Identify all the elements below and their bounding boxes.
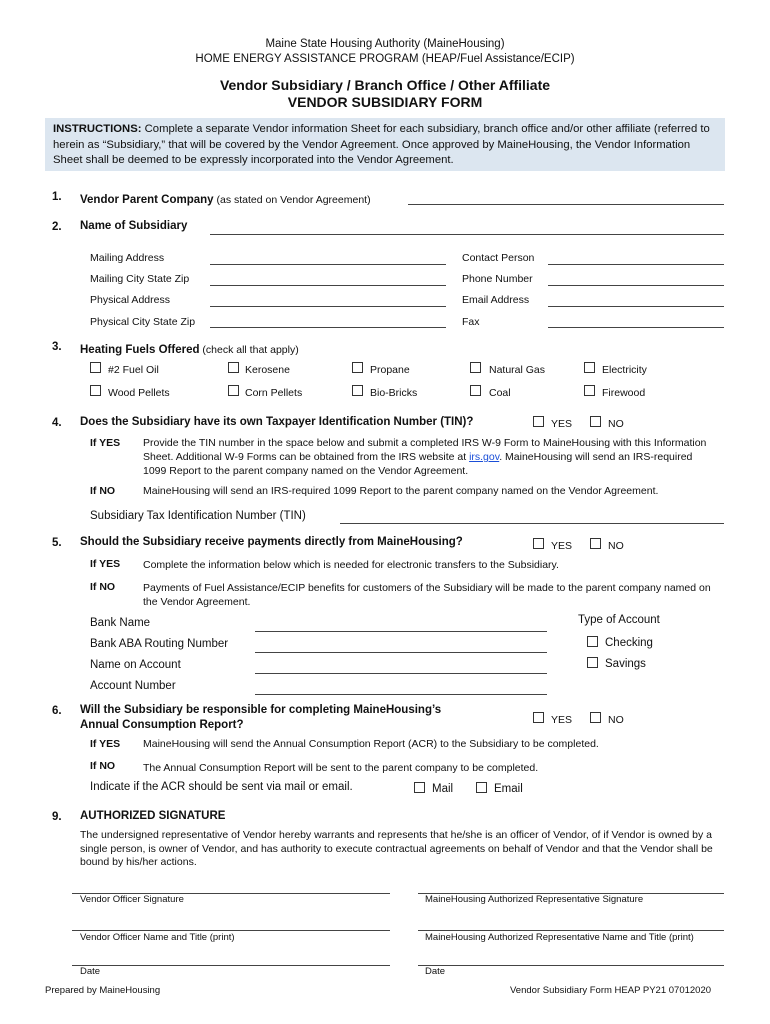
tin-field[interactable] <box>340 523 724 524</box>
firewood-label: Firewood <box>602 387 646 399</box>
mh-name-line[interactable] <box>418 930 724 931</box>
section-9-number: 9. <box>52 811 62 823</box>
section-1-heading <box>80 190 371 208</box>
footer-prepared-by: Prepared by MaineHousing <box>45 985 161 996</box>
mh-date-label: Date <box>425 966 446 977</box>
fax-label: Fax <box>462 316 480 328</box>
vendor-date-line[interactable] <box>72 965 390 966</box>
acr-mail-label: Mail <box>432 783 454 795</box>
mh-name-label: MaineHousing Authorized Representative Name and Title (print) <box>425 932 694 943</box>
firewood-checkbox[interactable] <box>584 385 595 396</box>
irs-link[interactable]: irs.gov <box>469 451 500 463</box>
payments-no-label: NO <box>608 540 624 552</box>
payments-if-no-label: If NO <box>90 581 116 593</box>
mailing-city-field[interactable] <box>210 285 446 286</box>
vendor-signature-label: Vendor Officer Signature <box>80 894 184 905</box>
acr-if-yes-text: MaineHousing will send the Annual Consumption Report (ACR) to the Subsidiary to be completed. <box>143 738 599 750</box>
instructions-label: INSTRUCTIONS: <box>53 123 142 135</box>
electricity-label: Electricity <box>602 364 647 376</box>
routing-field[interactable] <box>255 652 547 653</box>
kerosene-label: Kerosene <box>245 364 290 376</box>
section-5-number: 5. <box>52 537 62 549</box>
corn-pellets-checkbox[interactable] <box>228 385 239 396</box>
routing-label: Bank ABA Routing Number <box>90 638 229 650</box>
fuel-oil-label: #2 Fuel Oil <box>108 364 159 376</box>
mailing-address-label: Mailing Address <box>90 252 165 264</box>
tin-if-yes-text-1: Provide the TIN number in the space below and submit a completed IRS W-9 Form to MaineHousing with this Information Sheet. Additional W-9 Forms can be obtained from the IRS website at <box>143 437 707 463</box>
tin-if-no-label: If NO <box>90 485 116 497</box>
mh-date-line[interactable] <box>418 965 724 966</box>
acr-yes-label: YES <box>551 714 573 726</box>
wood-pellets-checkbox[interactable] <box>90 385 101 396</box>
email-label: Email Address <box>462 294 530 306</box>
vendor-name-line[interactable] <box>72 930 390 931</box>
tin-no-label: NO <box>608 418 624 430</box>
account-type-label: Type of Account <box>578 614 660 626</box>
acr-no-checkbox[interactable] <box>590 712 601 723</box>
natural-gas-label: Natural Gas <box>489 364 546 376</box>
bio-bricks-label: Bio-Bricks <box>370 387 418 399</box>
acr-question-line-1: Will the Subsidiary be responsible for completing MaineHousing’s <box>80 704 442 716</box>
contact-person-field[interactable] <box>548 264 724 265</box>
kerosene-checkbox[interactable] <box>228 362 239 373</box>
account-number-field[interactable] <box>255 694 547 695</box>
savings-checkbox[interactable] <box>587 657 598 668</box>
form-subtitle: VENDOR SUBSIDIARY FORM <box>287 94 483 110</box>
vendor-parent-label: Vendor Parent Company <box>80 194 214 206</box>
acr-no-label: NO <box>608 714 624 726</box>
physical-address-label: Physical Address <box>90 294 170 306</box>
corn-pellets-label: Corn Pellets <box>245 387 303 399</box>
payments-yes-label: YES <box>551 540 573 552</box>
bank-name-label: Bank Name <box>90 617 151 629</box>
physical-city-field[interactable] <box>210 327 446 328</box>
tin-yes-label: YES <box>551 418 573 430</box>
section-6-number: 6. <box>52 705 62 717</box>
acr-email-label: Email <box>494 783 523 795</box>
mh-signature-label: MaineHousing Authorized Representative Signature <box>425 894 644 905</box>
account-name-field[interactable] <box>255 673 547 674</box>
tin-if-no-text: MaineHousing will send an IRS-required 1099 Report to the parent company named on the Vendor Agreement. <box>143 485 659 497</box>
instructions-text: Complete a separate Vendor information Sheet for each subsidiary, branch office and/or other affiliate (referred to herein as “Subsidiary,” that will be covered by the Vendor Agreement. Once approved by MaineHousing, the Vendor Information Sheet shall be deemed to be expressly incorporated into the Vendor Agreement. <box>53 123 710 166</box>
payments-if-no-text: Payments of Fuel Assistance/ECIP benefits for customers of the Subsidiary will be made to the parent company named on the Vendor Agreement. <box>143 582 711 608</box>
tin-yes-checkbox[interactable] <box>533 416 544 427</box>
section-3-number: 3. <box>52 341 62 353</box>
acr-if-no-label: If NO <box>90 760 116 772</box>
subsidiary-name-field[interactable] <box>210 234 724 235</box>
contact-person-label: Contact Person <box>462 252 535 264</box>
org-name: Maine State Housing Authority (MaineHousing) <box>265 38 505 50</box>
acr-question-line-2: Annual Consumption Report? <box>80 719 244 731</box>
tin-no-checkbox[interactable] <box>590 416 601 427</box>
form-title: Vendor Subsidiary / Branch Office / Other Affiliate <box>219 77 551 93</box>
tin-if-yes-label: If YES <box>90 437 121 449</box>
payments-yes-checkbox[interactable] <box>533 538 544 549</box>
account-number-label: Account Number <box>90 680 176 692</box>
propane-label: Propane <box>370 364 410 376</box>
acr-if-yes-label: If YES <box>90 738 121 750</box>
physical-city-label: Physical City State Zip <box>90 316 196 328</box>
section-4-number: 4. <box>52 417 62 429</box>
phone-label: Phone Number <box>462 273 533 285</box>
coal-checkbox[interactable] <box>470 385 481 396</box>
vendor-date-label: Date <box>80 966 101 977</box>
physical-address-field[interactable] <box>210 306 446 307</box>
mailing-address-field[interactable] <box>210 264 446 265</box>
vendor-parent-note: (as stated on Vendor Agreement) <box>213 194 371 206</box>
vendor-parent-field[interactable] <box>408 204 724 205</box>
vendor-name-label: Vendor Officer Name and Title (print) <box>80 932 235 943</box>
propane-checkbox[interactable] <box>352 362 363 373</box>
tin-if-yes-text <box>143 436 713 478</box>
email-field[interactable] <box>548 306 724 307</box>
authorized-signature-heading: AUTHORIZED SIGNATURE <box>80 810 226 822</box>
payments-question: Should the Subsidiary receive payments directly from MaineHousing? <box>80 536 463 548</box>
section-2-number: 2. <box>52 221 62 233</box>
mailing-city-label: Mailing City State Zip <box>90 273 190 285</box>
section-3-heading <box>80 340 299 358</box>
bank-name-field[interactable] <box>255 631 547 632</box>
acr-delivery-label: Indicate if the ACR should be sent via mail or email. <box>90 781 353 793</box>
instructions-box <box>45 118 725 171</box>
wood-pellets-label: Wood Pellets <box>108 387 170 399</box>
acr-email-checkbox[interactable] <box>476 782 487 793</box>
footer-form-id: Vendor Subsidiary Form HEAP PY21 07012020 <box>510 985 712 996</box>
heating-fuels-label: Heating Fuels Offered <box>80 344 200 356</box>
heating-fuels-note: (check all that apply) <box>199 344 299 356</box>
payments-no-checkbox[interactable] <box>590 538 601 549</box>
account-name-label: Name on Account <box>90 659 181 671</box>
checking-label: Checking <box>605 637 653 649</box>
payments-if-yes-text: Complete the information below which is needed for electronic transfers to the Subsidiary. <box>143 559 559 571</box>
tin-question: Does the Subsidiary have its own Taxpayer Identification Number (TIN)? <box>80 416 474 428</box>
savings-label: Savings <box>605 658 646 670</box>
fax-field[interactable] <box>548 327 724 328</box>
subsidiary-name-label: Name of Subsidiary <box>80 220 188 232</box>
section-1-number: 1. <box>52 191 62 203</box>
payments-if-yes-label: If YES <box>90 558 121 570</box>
acr-mail-checkbox[interactable] <box>414 782 425 793</box>
phone-field[interactable] <box>548 285 724 286</box>
fuel-oil-checkbox[interactable] <box>90 362 101 373</box>
authorization-text: The undersigned representative of Vendor hereby warrants and represents that he/she is an officer of Vendor, of if Vendor is owned by a single person, is owner of Vendor, and has authority to execute contractual agreements on behalf of Vendor and that the Vendor shall be bound by his/her actions. <box>80 829 713 868</box>
electricity-checkbox[interactable] <box>584 362 595 373</box>
checking-checkbox[interactable] <box>587 636 598 647</box>
tin-if-yes-text-2: . MaineHousing will send an IRS-required 1099 Report to the parent company named on the Vendor Agreement. <box>143 451 693 477</box>
tin-label: Subsidiary Tax Identification Number (TIN) <box>90 510 306 522</box>
natural-gas-checkbox[interactable] <box>470 362 481 373</box>
acr-yes-checkbox[interactable] <box>533 712 544 723</box>
bio-bricks-checkbox[interactable] <box>352 385 363 396</box>
program-name: HOME ENERGY ASSISTANCE PROGRAM (HEAP/Fuel Assistance/ECIP) <box>195 53 575 65</box>
coal-label: Coal <box>489 387 511 399</box>
acr-if-no-text: The Annual Consumption Report will be sent to the parent company to be completed. <box>143 762 539 774</box>
